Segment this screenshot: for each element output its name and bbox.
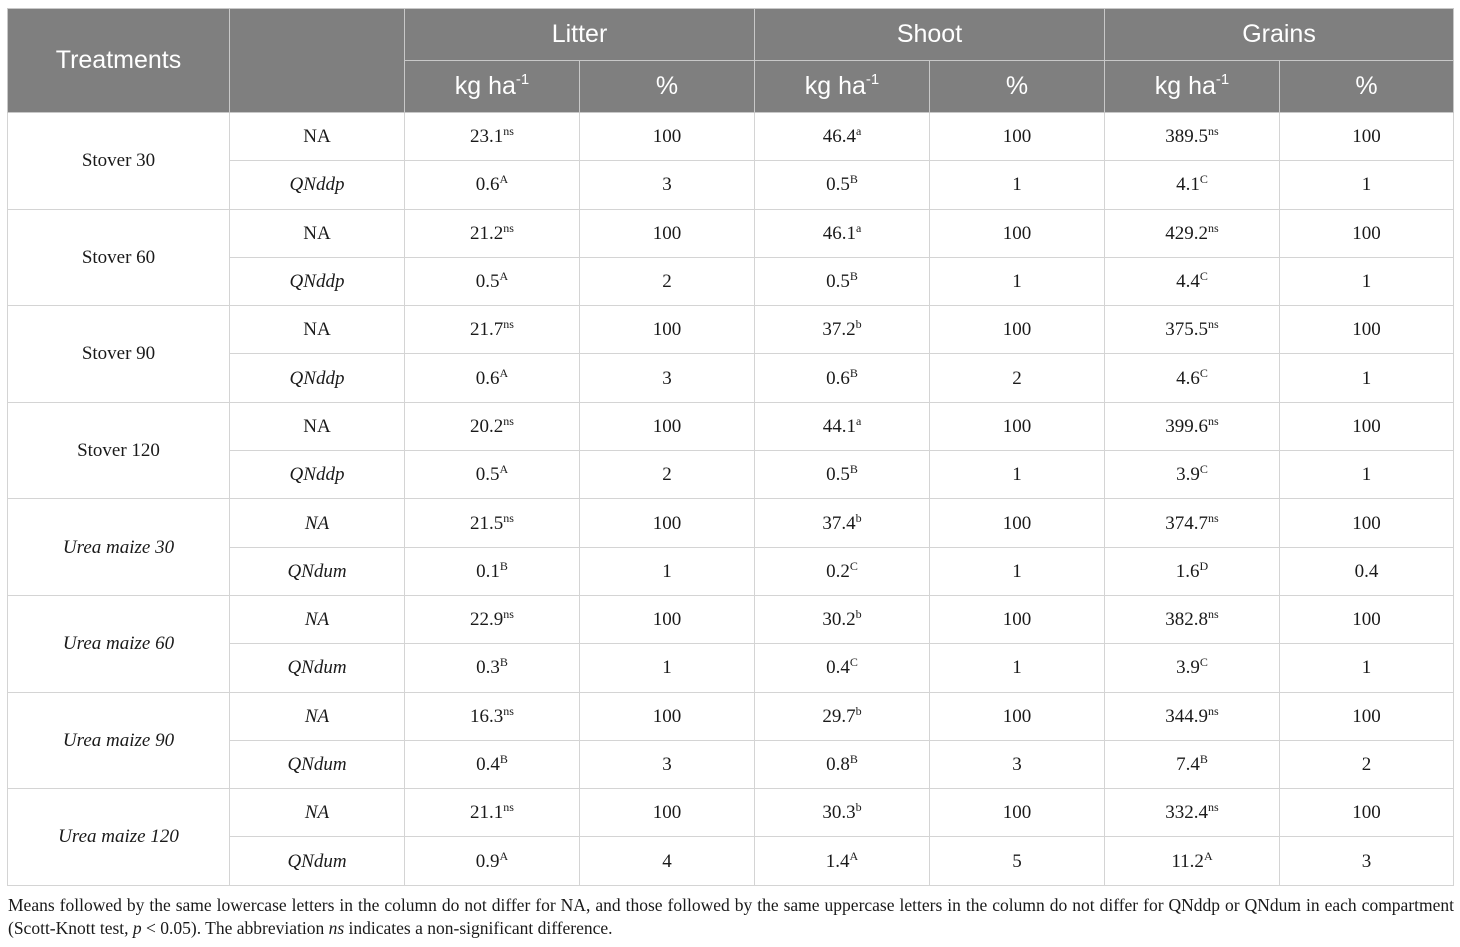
litter-value-cell [405, 547, 580, 595]
grains-value: 429.2 [1165, 222, 1209, 244]
table-row [8, 402, 1454, 450]
shoot-value: 37.2 [822, 319, 856, 341]
grains-value: 332.4 [1165, 802, 1209, 824]
grains-percent: 100 [1280, 499, 1454, 547]
litter-value: 22.9 [470, 609, 504, 631]
shoot-value-cell [755, 499, 930, 547]
header-unit [405, 61, 580, 113]
grains-percent: 100 [1280, 209, 1454, 257]
shoot-value: 0.5 [826, 174, 850, 196]
grains-percent: 2 [1280, 740, 1454, 788]
litter-value: 21.7 [470, 319, 504, 341]
grains-percent: 100 [1280, 692, 1454, 740]
litter-value-cell [405, 257, 580, 305]
litter-percent: 2 [580, 451, 755, 499]
grains-significance-letter: C [1199, 365, 1208, 380]
litter-value: 0.5 [475, 464, 500, 486]
litter-percent: 1 [580, 644, 755, 692]
litter-value-cell [405, 354, 580, 402]
table-row [8, 789, 1454, 837]
grains-value-cell [1105, 161, 1280, 209]
variable-label: NA [230, 692, 405, 740]
table-row [8, 306, 1454, 354]
litter-percent: 100 [580, 595, 755, 643]
shoot-significance-letter: C [849, 655, 858, 670]
variable-label: QNdum [230, 644, 405, 692]
shoot-value-cell [755, 209, 930, 257]
litter-value: 0.5 [475, 271, 500, 293]
results-table [7, 8, 1454, 886]
litter-percent: 4 [580, 837, 755, 885]
shoot-value: 0.8 [826, 754, 850, 775]
grains-significance-letter: ns [1208, 510, 1219, 525]
variable-label: QNddp [230, 161, 405, 209]
unit-exponent: -1 [1215, 71, 1230, 88]
header-unit [1105, 61, 1280, 113]
litter-significance-letter: ns [503, 124, 514, 139]
shoot-percent: 1 [930, 547, 1105, 595]
header-treatments: Treatments [8, 9, 230, 113]
shoot-significance-letter: B [849, 462, 858, 477]
grains-value: 399.6 [1165, 415, 1209, 437]
footnote-text: Means followed by the same lowercase letters in the column do not differ for NA, and those followed by the same uppercase letters in the column do not differ for QNddp or QNdum in each compartment (Scott-Knott test, [8, 895, 1454, 938]
grains-value-cell [1105, 354, 1280, 402]
litter-significance-letter: A [499, 848, 509, 863]
footnote-text: indicates a non-significant difference. [344, 918, 613, 938]
shoot-value: 30.2 [822, 609, 856, 631]
litter-percent: 100 [580, 789, 755, 837]
shoot-value-cell [755, 257, 930, 305]
grains-percent: 3 [1280, 837, 1454, 885]
grains-significance-letter: D [1199, 558, 1209, 573]
grains-value: 3.9 [1176, 657, 1200, 679]
grains-percent: 100 [1280, 306, 1454, 354]
shoot-value-cell [755, 113, 930, 161]
shoot-value: 44.1 [822, 415, 856, 437]
shoot-value-cell [755, 644, 930, 692]
variable-label: QNddp [230, 451, 405, 499]
shoot-significance-letter: B [849, 365, 858, 380]
variable-label: NA [230, 595, 405, 643]
shoot-value-cell [755, 402, 930, 450]
grains-value-cell [1105, 306, 1280, 354]
shoot-significance-letter: B [849, 172, 858, 187]
footnote-p: p [132, 918, 142, 938]
shoot-percent: 3 [930, 740, 1105, 788]
shoot-percent: 2 [930, 354, 1105, 402]
grains-value-cell [1105, 451, 1280, 499]
shoot-percent: 100 [930, 209, 1105, 257]
unit-exponent: -1 [865, 71, 880, 88]
shoot-significance-letter: b [855, 607, 862, 622]
table-row [8, 113, 1454, 161]
header-percent: % [1280, 61, 1454, 113]
litter-value: 0.1 [476, 560, 500, 582]
unit-base: kg ha [804, 72, 866, 100]
litter-significance-letter: B [499, 558, 508, 573]
litter-value-cell [405, 306, 580, 354]
shoot-significance-letter: a [855, 124, 862, 139]
litter-value-cell [405, 451, 580, 499]
header-percent: % [930, 61, 1105, 113]
litter-value-cell [405, 692, 580, 740]
grains-significance-letter: ns [1208, 607, 1219, 622]
grains-significance-letter: ns [1208, 413, 1219, 428]
variable-label: NA [230, 113, 405, 161]
shoot-value: 0.5 [826, 271, 850, 293]
header-blank [230, 9, 405, 113]
grains-significance-letter: A [1203, 848, 1213, 863]
litter-significance-letter: ns [503, 800, 514, 815]
shoot-value-cell [755, 740, 930, 788]
treatment-name: Urea maize 90 [8, 692, 230, 789]
shoot-percent: 100 [930, 789, 1105, 837]
shoot-value-cell [755, 547, 930, 595]
shoot-significance-letter: a [855, 413, 862, 428]
grains-value: 375.5 [1165, 319, 1209, 341]
litter-value-cell [405, 789, 580, 837]
shoot-significance-letter: b [855, 317, 862, 332]
litter-value-cell [405, 209, 580, 257]
shoot-value: 46.4 [822, 126, 856, 148]
treatment-name: Stover 90 [8, 306, 230, 403]
grains-significance-letter: C [1199, 269, 1208, 284]
grains-percent: 1 [1280, 161, 1454, 209]
grains-significance-letter: ns [1208, 124, 1219, 139]
litter-percent: 2 [580, 257, 755, 305]
grains-value-cell [1105, 257, 1280, 305]
litter-percent: 3 [580, 161, 755, 209]
shoot-percent: 1 [930, 451, 1105, 499]
table-body [8, 113, 1454, 886]
footnote-text: < 0.05). The abbreviation [141, 918, 329, 938]
litter-percent: 100 [580, 499, 755, 547]
litter-percent: 100 [580, 402, 755, 450]
unit-exponent: -1 [515, 71, 530, 88]
shoot-value: 29.7 [822, 705, 856, 727]
litter-percent: 3 [580, 354, 755, 402]
header-group-grains: Grains [1105, 9, 1454, 61]
grains-significance-letter: ns [1208, 800, 1219, 815]
grains-value-cell [1105, 402, 1280, 450]
litter-value-cell [405, 740, 580, 788]
shoot-significance-letter: b [855, 510, 862, 525]
shoot-percent: 1 [930, 644, 1105, 692]
shoot-significance-letter: a [855, 220, 862, 235]
litter-value-cell [405, 161, 580, 209]
grains-value-cell [1105, 209, 1280, 257]
header-unit [755, 61, 930, 113]
shoot-significance-letter: B [849, 269, 858, 284]
header-group-shoot: Shoot [755, 9, 1105, 61]
litter-significance-letter: ns [503, 220, 514, 235]
litter-percent: 100 [580, 306, 755, 354]
grains-value: 4.6 [1176, 367, 1200, 389]
litter-value-cell [405, 402, 580, 450]
litter-percent: 1 [580, 547, 755, 595]
treatment-name: Urea maize 30 [8, 499, 230, 596]
grains-value: 11.2 [1171, 850, 1204, 872]
litter-significance-letter: ns [503, 413, 514, 428]
grains-significance-letter: ns [1208, 317, 1219, 332]
litter-value: 23.1 [470, 126, 504, 148]
shoot-percent: 100 [930, 692, 1105, 740]
shoot-value: 0.5 [826, 464, 850, 486]
litter-significance-letter: B [499, 752, 508, 766]
header-group-litter: Litter [405, 9, 755, 61]
unit-base: kg ha [454, 72, 516, 100]
grains-significance-letter: ns [1208, 220, 1219, 235]
litter-significance-letter: A [499, 269, 509, 284]
variable-label: QNddp [230, 354, 405, 402]
shoot-percent: 100 [930, 402, 1105, 450]
grains-value-cell [1105, 644, 1280, 692]
shoot-value: 30.3 [822, 802, 856, 824]
litter-value: 0.9 [475, 850, 500, 872]
variable-label: QNdum [230, 740, 405, 788]
shoot-value: 46.1 [822, 222, 856, 244]
shoot-value-cell [755, 451, 930, 499]
treatment-name: Stover 120 [8, 402, 230, 499]
shoot-significance-letter: b [855, 800, 862, 815]
grains-significance-letter: ns [1208, 703, 1219, 718]
footnote-ns: ns [328, 918, 345, 938]
litter-percent: 100 [580, 209, 755, 257]
shoot-significance-letter: B [849, 752, 858, 766]
grains-value: 344.9 [1165, 705, 1209, 727]
litter-significance-letter: A [499, 462, 509, 477]
litter-percent: 100 [580, 692, 755, 740]
litter-value-cell [405, 113, 580, 161]
grains-significance-letter: B [1199, 752, 1208, 766]
grains-percent: 1 [1280, 354, 1454, 402]
shoot-value-cell [755, 595, 930, 643]
litter-value: 0.3 [476, 657, 500, 679]
shoot-value-cell [755, 306, 930, 354]
shoot-percent: 1 [930, 257, 1105, 305]
litter-significance-letter: ns [503, 703, 514, 718]
grains-value-cell [1105, 740, 1280, 788]
grains-percent: 0.4 [1280, 547, 1454, 595]
variable-label: NA [230, 306, 405, 354]
variable-label: QNddp [230, 257, 405, 305]
variable-label: NA [230, 789, 405, 837]
grains-value-cell [1105, 837, 1280, 885]
variable-label: NA [230, 209, 405, 257]
table-row [8, 209, 1454, 257]
grains-percent: 100 [1280, 402, 1454, 450]
treatment-name: Urea maize 60 [8, 595, 230, 692]
litter-value-cell [405, 499, 580, 547]
shoot-percent: 5 [930, 837, 1105, 885]
litter-significance-letter: ns [503, 510, 514, 525]
litter-value: 16.3 [470, 705, 504, 727]
grains-percent: 1 [1280, 644, 1454, 692]
shoot-value-cell [755, 161, 930, 209]
grains-percent: 100 [1280, 113, 1454, 161]
grains-value: 374.7 [1165, 512, 1209, 534]
grains-percent: 1 [1280, 257, 1454, 305]
header-percent: % [580, 61, 755, 113]
shoot-percent: 1 [930, 161, 1105, 209]
shoot-percent: 100 [930, 595, 1105, 643]
treatment-name: Stover 30 [8, 113, 230, 210]
treatment-name: Urea maize 120 [8, 789, 230, 886]
variable-label: QNdum [230, 837, 405, 885]
shoot-value: 0.2 [826, 560, 850, 582]
shoot-significance-letter: b [855, 703, 862, 718]
table-row [8, 595, 1454, 643]
shoot-value: 1.4 [825, 850, 850, 872]
litter-value: 0.6 [475, 367, 500, 389]
grains-percent: 1 [1280, 451, 1454, 499]
litter-significance-letter: ns [503, 607, 514, 622]
shoot-value-cell [755, 354, 930, 402]
litter-significance-letter: B [499, 655, 508, 670]
variable-label: NA [230, 402, 405, 450]
litter-value-cell [405, 837, 580, 885]
treatment-name: Stover 60 [8, 209, 230, 306]
shoot-value-cell [755, 837, 930, 885]
litter-percent: 3 [580, 740, 755, 788]
grains-value: 389.5 [1165, 126, 1209, 148]
variable-label: QNdum [230, 547, 405, 595]
shoot-value: 0.4 [826, 657, 850, 679]
grains-value-cell [1105, 113, 1280, 161]
grains-value-cell [1105, 547, 1280, 595]
grains-value: 382.8 [1165, 609, 1209, 631]
shoot-percent: 100 [930, 306, 1105, 354]
table-row [8, 499, 1454, 547]
shoot-percent: 100 [930, 113, 1105, 161]
grains-percent: 100 [1280, 595, 1454, 643]
litter-significance-letter: A [499, 172, 509, 187]
grains-value: 3.9 [1176, 464, 1200, 486]
shoot-value-cell [755, 692, 930, 740]
litter-value: 0.6 [475, 174, 500, 196]
grains-percent: 100 [1280, 789, 1454, 837]
litter-percent: 100 [580, 113, 755, 161]
grains-value: 4.4 [1176, 271, 1200, 293]
shoot-percent: 100 [930, 499, 1105, 547]
grains-value: 4.1 [1176, 174, 1200, 196]
shoot-value: 0.6 [826, 367, 850, 389]
litter-value: 20.2 [470, 415, 504, 437]
litter-value: 21.1 [470, 802, 504, 824]
grains-value-cell [1105, 499, 1280, 547]
litter-significance-letter: A [499, 365, 509, 380]
grains-significance-letter: C [1199, 655, 1208, 670]
variable-label: NA [230, 499, 405, 547]
litter-value-cell [405, 644, 580, 692]
table-row [8, 692, 1454, 740]
grains-value: 1.6 [1175, 560, 1200, 582]
table-footnote [8, 894, 1454, 940]
litter-value-cell [405, 595, 580, 643]
grains-significance-letter: C [1199, 462, 1208, 477]
grains-value-cell [1105, 595, 1280, 643]
shoot-value: 37.4 [822, 512, 856, 534]
grains-value-cell [1105, 789, 1280, 837]
shoot-value-cell [755, 789, 930, 837]
grains-value: 7.4 [1176, 754, 1200, 775]
grains-value-cell [1105, 692, 1280, 740]
shoot-significance-letter: C [849, 558, 858, 573]
shoot-significance-letter: A [849, 848, 859, 863]
litter-value: 21.2 [470, 222, 504, 244]
grains-significance-letter: C [1199, 172, 1208, 187]
unit-base: kg ha [1154, 72, 1216, 100]
litter-value: 21.5 [470, 512, 504, 534]
litter-significance-letter: ns [503, 317, 514, 332]
litter-value: 0.4 [476, 754, 500, 775]
